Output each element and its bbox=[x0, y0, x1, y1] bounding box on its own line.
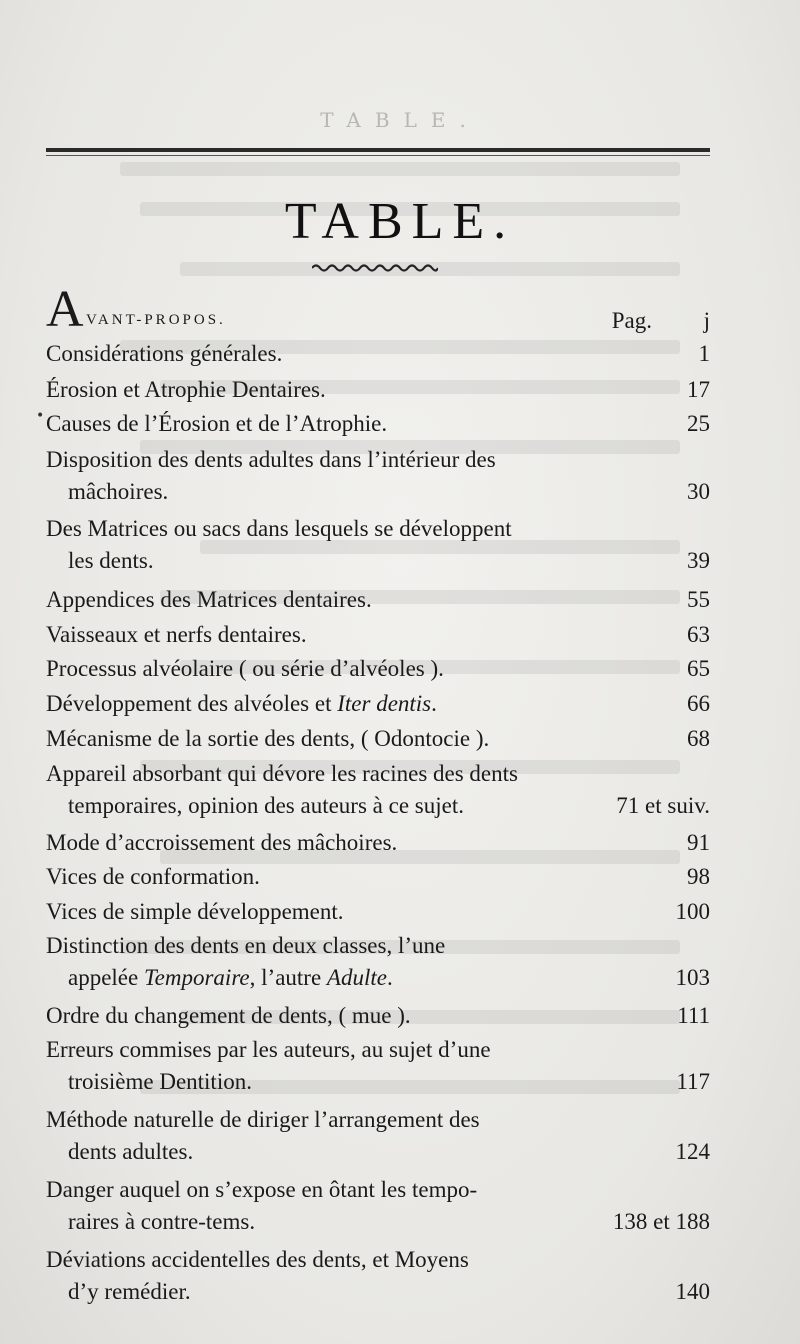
entry-title: Déviations accidentelles des dents, et Moyens bbox=[46, 1247, 469, 1272]
entry-continuation: dents adultes. bbox=[68, 1139, 194, 1164]
running-head: TABLE. bbox=[320, 108, 480, 132]
page-number: 117 bbox=[676, 1069, 710, 1094]
toc-entry[interactable] bbox=[46, 861, 710, 893]
page-number: 103 bbox=[675, 965, 710, 990]
page-number: 30 bbox=[687, 479, 710, 504]
page-number: 65 bbox=[687, 656, 710, 681]
entry-continuation: temporaires, opinion des auteurs à ce sujet. bbox=[68, 793, 464, 818]
entry-continuation: d’y remédier. bbox=[68, 1279, 191, 1304]
entry-title: Processus alvéolaire ( ou série d’alvéoles ). bbox=[46, 656, 444, 681]
toc-entry[interactable] bbox=[46, 444, 710, 508]
toc-entry[interactable] bbox=[46, 1034, 710, 1098]
page-number: 91 bbox=[687, 830, 710, 855]
entry-title: Vices de conformation. bbox=[46, 864, 260, 889]
page-number: 124 bbox=[675, 1139, 710, 1164]
page-number: 25 bbox=[687, 411, 710, 436]
top-rule bbox=[46, 148, 710, 152]
toc-entry[interactable] bbox=[46, 896, 710, 928]
entry-title: Appendices des Matrices dentaires. bbox=[46, 587, 372, 612]
page-number: 140 bbox=[675, 1279, 710, 1304]
pag-label: Pag. bbox=[611, 308, 652, 333]
page-number: 71 et suiv. bbox=[616, 793, 710, 818]
page-title: TABLE. bbox=[284, 193, 516, 250]
toc-entry[interactable] bbox=[46, 513, 710, 577]
entry-title: Distinction des dents en deux classes, l’une bbox=[46, 933, 446, 958]
entry-title: Ordre du changement de dents, ( mue ). bbox=[46, 1003, 411, 1028]
page-number: 138 et 188 bbox=[612, 1209, 710, 1234]
entry-title: Vaisseaux et nerfs dentaires. bbox=[46, 622, 307, 647]
entry-title: Des Matrices ou sacs dans lesquels se développent bbox=[46, 516, 512, 541]
dropcap: A bbox=[46, 281, 84, 338]
page-number: 68 bbox=[687, 726, 710, 751]
entry-continuation: les dents. bbox=[68, 548, 154, 573]
entry-continuation: mâchoires. bbox=[68, 479, 169, 504]
entry-title: Érosion et Atrophie Dentaires. bbox=[46, 377, 326, 402]
entry-title: Danger auquel on s’expose en ôtant les tempo- bbox=[46, 1177, 478, 1202]
toc-entry[interactable] bbox=[46, 1000, 710, 1032]
page-number: 66 bbox=[687, 691, 710, 716]
toc-entry[interactable] bbox=[46, 758, 710, 822]
entry-title: Méthode naturelle de diriger l’arrangement des bbox=[46, 1107, 480, 1132]
toc-entry[interactable] bbox=[46, 1174, 710, 1238]
page-number: 100 bbox=[675, 899, 710, 924]
entry-title: Erreurs commises par les auteurs, au sujet d’une bbox=[46, 1037, 491, 1062]
page-number: 17 bbox=[687, 377, 710, 402]
avant-propos-entry[interactable] bbox=[46, 282, 710, 342]
entry-title: Mécanisme de la sortie des dents, ( Odontocie ). bbox=[46, 726, 490, 751]
entry-continuation: raires à contre-tems. bbox=[68, 1209, 256, 1234]
page-number: 1 bbox=[698, 341, 710, 366]
toc-entry[interactable] bbox=[46, 723, 710, 755]
page-number: 39 bbox=[687, 548, 710, 573]
entry-continuation: appelée Temporaire, l’autre Adulte. bbox=[68, 965, 393, 990]
entry-title: Disposition des dents adultes dans l’intérieur des bbox=[46, 447, 496, 472]
entry-title: Développement des alvéoles et Iter dentis. bbox=[46, 691, 437, 716]
top-rule-thin bbox=[46, 155, 710, 156]
entry-title: Mode d’accroissement des mâchoires. bbox=[46, 830, 398, 855]
avant-propos-label: VANT-PROPOS. bbox=[86, 312, 226, 328]
toc-entry[interactable] bbox=[46, 688, 710, 720]
page-number: 98 bbox=[687, 864, 710, 889]
entry-continuation: troisième Dentition. bbox=[68, 1069, 252, 1094]
entry-title: Vices de simple développement. bbox=[46, 899, 344, 924]
toc-entry[interactable] bbox=[46, 1244, 710, 1308]
page-number: j bbox=[703, 308, 710, 333]
toc-entry[interactable] bbox=[46, 584, 710, 616]
ornament-rule bbox=[312, 263, 438, 273]
page-number: 63 bbox=[687, 622, 710, 647]
toc-entry[interactable] bbox=[46, 827, 710, 859]
toc-entry[interactable] bbox=[46, 374, 710, 406]
margin-mark: • bbox=[36, 408, 45, 424]
toc-entry[interactable] bbox=[46, 1104, 710, 1168]
entry-title: Causes de l’Érosion et de l’Atrophie. bbox=[46, 411, 388, 436]
page-number: 55 bbox=[687, 587, 710, 612]
toc-entry[interactable] bbox=[46, 619, 710, 651]
toc-entry[interactable] bbox=[46, 338, 710, 370]
entry-title: Considérations générales. bbox=[46, 341, 283, 366]
page-number: 111 bbox=[677, 1003, 710, 1028]
toc-entry[interactable] bbox=[46, 408, 710, 440]
toc-entry[interactable] bbox=[46, 930, 710, 994]
toc-entry[interactable] bbox=[46, 653, 710, 685]
entry-title: Appareil absorbant qui dévore les racines des dents bbox=[46, 761, 518, 786]
